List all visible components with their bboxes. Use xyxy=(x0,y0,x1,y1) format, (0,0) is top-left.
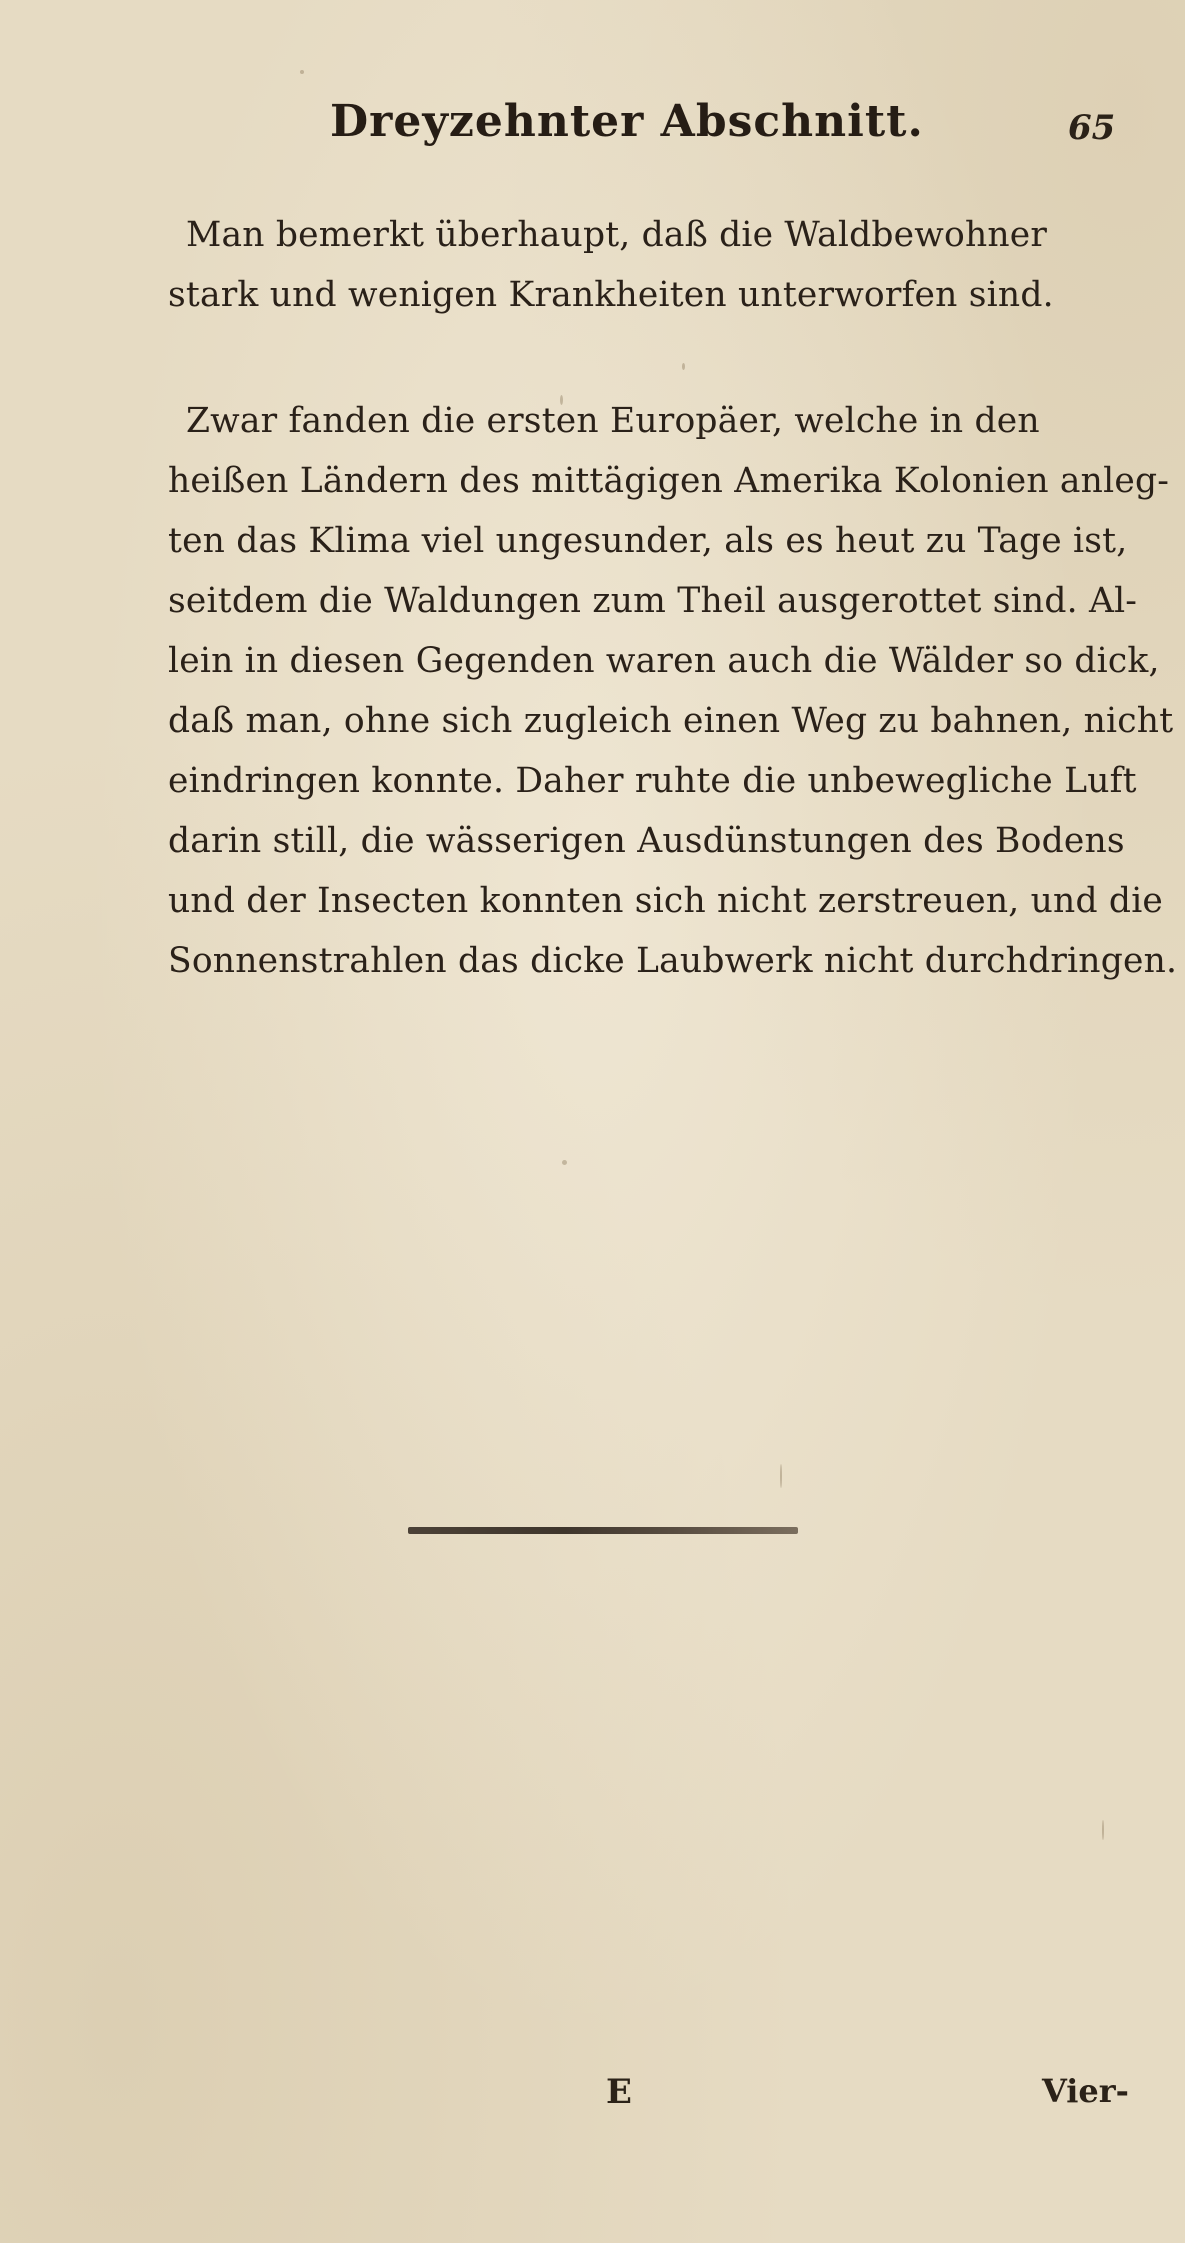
text-line: Sonnenstrahlen das dicke Laubwerk nicht durchdringen. xyxy=(168,941,1178,981)
text-line: seitdem die Waldungen zum Theil ausgerottet sind. Al- xyxy=(168,581,1138,621)
paper-speck xyxy=(780,1464,782,1488)
text-line: darin still, die wässerigen Ausdünstungen des Bodens xyxy=(168,821,1125,861)
page-header xyxy=(0,96,1185,156)
catchword: Vier- xyxy=(1042,2072,1129,2110)
text-line: lein in diesen Gegenden waren auch die Wälder so dick, xyxy=(168,641,1160,681)
signature-mark: E xyxy=(606,2072,632,2112)
paper-speck xyxy=(562,1160,567,1165)
text-line: und der Insecten konnten sich nicht zerstreuen, und die xyxy=(168,881,1164,921)
paper-speck xyxy=(682,363,685,370)
paper-speck xyxy=(1102,1820,1104,1840)
page-number: 65 xyxy=(1068,108,1116,148)
text-line: heißen Ländern des mittägigen Amerika Kolonien anleg- xyxy=(168,461,1170,501)
section-divider-rule xyxy=(408,1527,798,1534)
body-text xyxy=(168,205,1178,991)
paragraph-1 xyxy=(168,205,1148,325)
running-title: Dreyzehnter Abschnitt. xyxy=(330,96,924,147)
text-line: ten das Klima viel ungesunder, als es heut zu Tage ist, xyxy=(168,521,1128,561)
paper-speck xyxy=(560,395,563,405)
text-line: daß man, ohne sich zugleich einen Weg zu bahnen, nicht xyxy=(168,701,1174,741)
paragraph-gap xyxy=(168,325,1148,391)
paper-speck xyxy=(300,70,304,74)
paragraph-2 xyxy=(168,391,1178,991)
text-line: Zwar fanden die ersten Europäer, welche in den xyxy=(186,401,1040,441)
text-line: Man bemerkt überhaupt, daß die Waldbewohner xyxy=(186,215,1048,255)
text-line: stark und wenigen Krankheiten unterworfen sind. xyxy=(168,275,1054,315)
text-line: eindringen konnte. Daher ruhte die unbewegliche Luft xyxy=(168,761,1137,801)
